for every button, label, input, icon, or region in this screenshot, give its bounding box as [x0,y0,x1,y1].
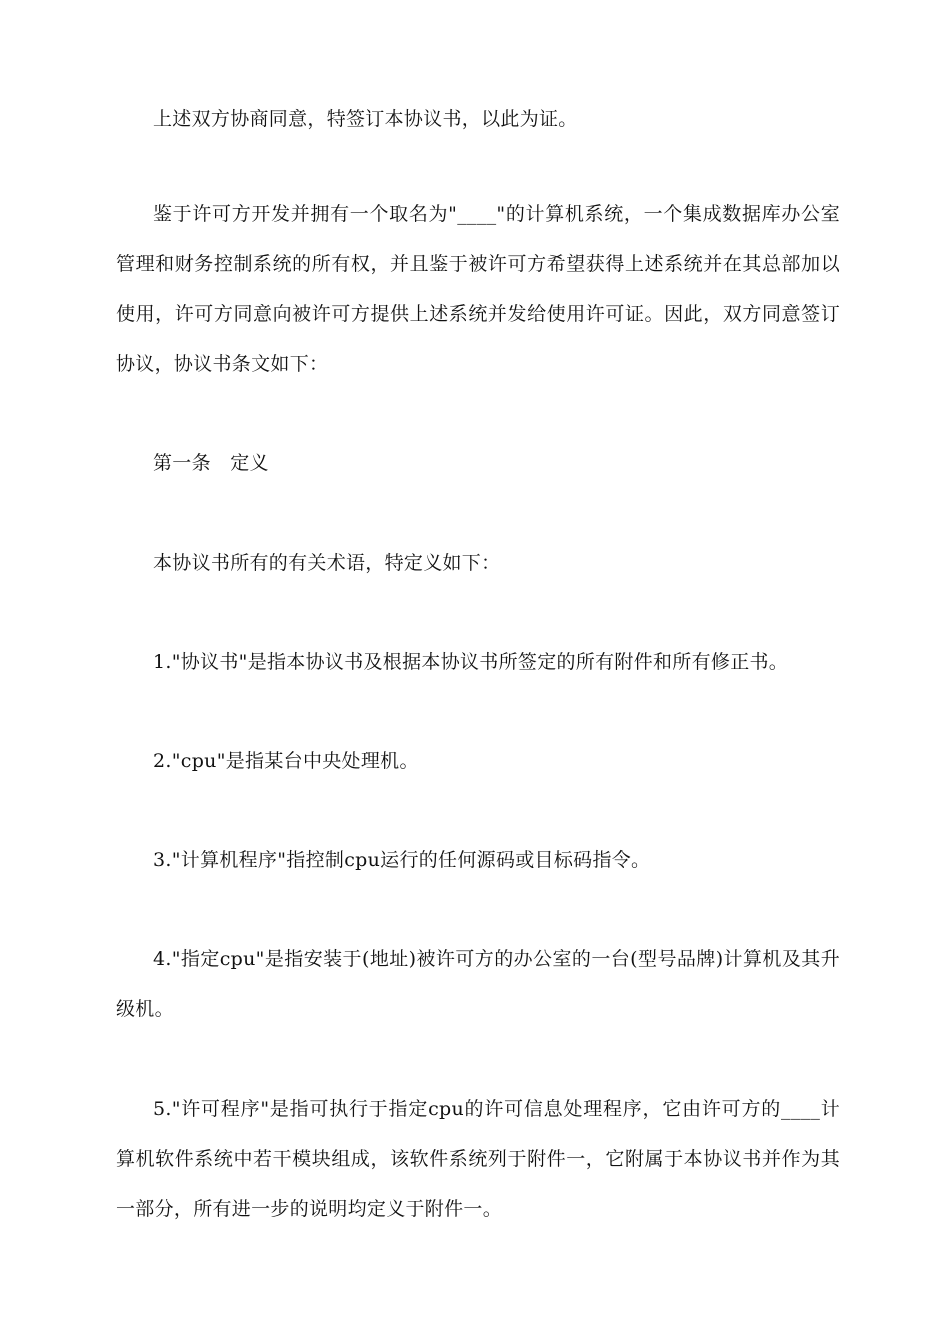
closing-statement: 上述双方协商同意，特签订本协议书，以此为证。 [153,108,578,130]
definition-5: 5."许可程序"是指可执行于指定cpu的许可信息处理程序，它由许可方的____计算机软件系统中若干模块组成，该软件系统列于附件一，它附属于本协议书并作为其一部分，所有进一步的说明均定义于附件一。 [116,1098,840,1220]
definition-4: 4."指定cpu"是指安装于(地址)被许可方的办公室的一台(型号品牌)计算机及其升级机。 [116,948,840,1020]
preamble-paragraph: 鉴于许可方开发并拥有一个取名为"____"的计算机系统，一个集成数据库办公室管理和财务控制系统的所有权，并且鉴于被许可方希望获得上述系统并在其总部加以使用，许可方同意向被许可方提供上述系统并发给使用许可证。因此，双方同意签订协议，协议书条文如下： [116,203,840,375]
definitions-intro: 本协议书所有的有关术语，特定义如下： [153,552,501,574]
article-1-heading: 第一条 定义 [153,452,269,474]
definition-2: 2."cpu"是指某台中央处理机。 [153,750,419,772]
definition-1: 1."协议书"是指本协议书及根据本协议书所签定的所有附件和所有修正书。 [153,651,789,673]
definition-3: 3."计算机程序"指控制cpu运行的任何源码或目标码指令。 [153,849,651,871]
